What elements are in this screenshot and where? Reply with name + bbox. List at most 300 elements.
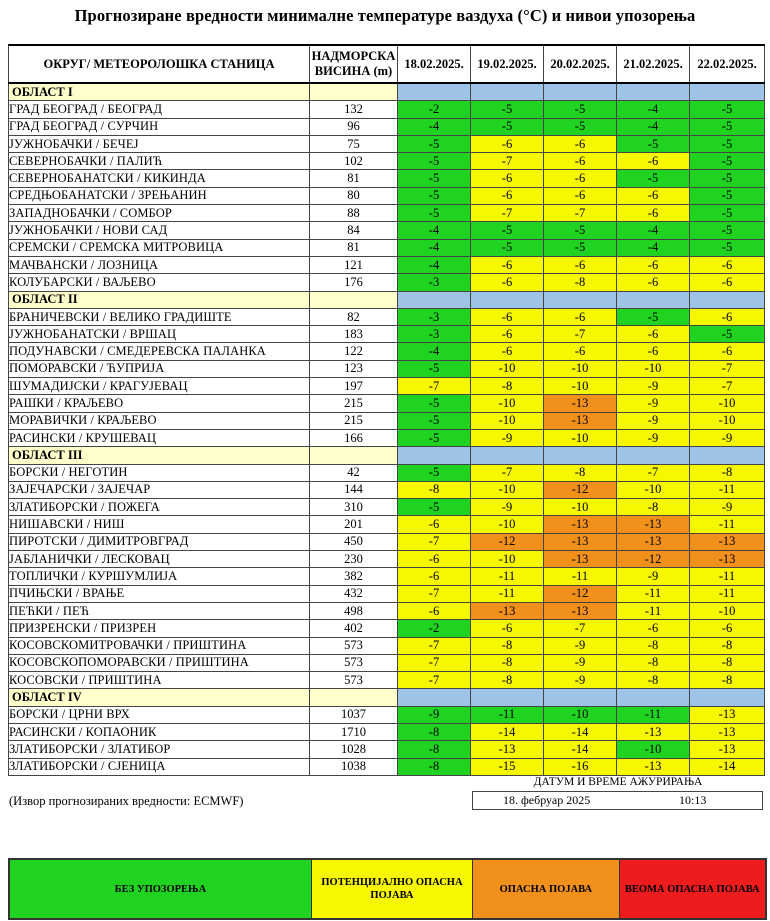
- table-row: [9, 239, 765, 256]
- temperature-cell: -9: [544, 654, 617, 671]
- temperature-cell: -6: [471, 274, 544, 291]
- temperature-cell: -3: [398, 326, 471, 343]
- temperature-cell: -13: [690, 533, 765, 550]
- region-date-cell: [690, 447, 765, 464]
- temperature-cell: -6: [544, 343, 617, 360]
- station-name: НИШАВСКИ / НИШ: [9, 516, 310, 533]
- temperature-cell: -5: [690, 135, 765, 152]
- temperature-cell: -6: [544, 187, 617, 204]
- station-altitude: 96: [310, 118, 398, 135]
- table-row: [9, 602, 765, 619]
- station-altitude: 573: [310, 654, 398, 671]
- station-altitude: 432: [310, 585, 398, 602]
- temperature-cell: -10: [471, 481, 544, 498]
- temperature-cell: -13: [690, 723, 765, 740]
- temperature-cell: -6: [471, 343, 544, 360]
- temperature-cell: -8: [398, 741, 471, 758]
- temperature-cell: -8: [690, 464, 765, 481]
- temperature-cell: -6: [471, 135, 544, 152]
- table-header-row: [9, 45, 765, 83]
- temperature-cell: -7: [544, 326, 617, 343]
- region-date-cell: [471, 689, 544, 706]
- header-date: 20.02.2025.: [544, 45, 617, 83]
- temperature-cell: -7: [398, 378, 471, 395]
- temperature-cell: -5: [398, 205, 471, 222]
- temperature-cell: -5: [471, 239, 544, 256]
- temperature-cell: -6: [690, 343, 765, 360]
- temperature-cell: -8: [398, 758, 471, 775]
- table-row: [9, 135, 765, 152]
- temperature-cell: -13: [471, 602, 544, 619]
- station-name: МАЧВАНСКИ / ЛОЗНИЦА: [9, 256, 310, 273]
- temperature-cell: -6: [471, 308, 544, 325]
- station-altitude: 84: [310, 222, 398, 239]
- temperature-cell: -8: [690, 637, 765, 654]
- table-row: [9, 326, 765, 343]
- temperature-cell: -5: [544, 222, 617, 239]
- temperature-cell: -10: [690, 602, 765, 619]
- station-altitude: 1028: [310, 741, 398, 758]
- temperature-cell: -13: [690, 551, 765, 568]
- station-altitude: 176: [310, 274, 398, 291]
- region-date-cell: [617, 689, 690, 706]
- temperature-cell: -10: [471, 360, 544, 377]
- header-station: ОКРУГ/ МЕТЕОРОЛОШКА СТАНИЦА: [9, 45, 310, 83]
- temperature-cell: -7: [471, 205, 544, 222]
- temperature-cell: -8: [398, 481, 471, 498]
- temperature-cell: -7: [544, 205, 617, 222]
- region-blank-cell: [310, 83, 398, 101]
- update-box: [472, 791, 763, 810]
- temperature-cell: -11: [471, 568, 544, 585]
- temperature-cell: -6: [471, 620, 544, 637]
- temperature-cell: -7: [471, 153, 544, 170]
- table-row: [9, 654, 765, 671]
- temperature-cell: -7: [398, 637, 471, 654]
- temperature-cell: -3: [398, 308, 471, 325]
- temperature-cell: -7: [398, 672, 471, 689]
- temperature-cell: -8: [398, 723, 471, 740]
- region-date-cell: [690, 689, 765, 706]
- region-label: ОБЛАСТ III: [9, 447, 310, 464]
- station-altitude: 201: [310, 516, 398, 533]
- temperature-cell: -7: [617, 464, 690, 481]
- temperature-cell: -13: [617, 723, 690, 740]
- warning-legend: [8, 858, 767, 920]
- station-altitude: 121: [310, 256, 398, 273]
- station-altitude: 183: [310, 326, 398, 343]
- region-date-cell: [544, 689, 617, 706]
- temperature-cell: -8: [617, 654, 690, 671]
- station-name: ЗЛАТИБОРСКИ / ЗЛАТИБОР: [9, 741, 310, 758]
- station-altitude: 82: [310, 308, 398, 325]
- region-blank-cell: [310, 689, 398, 706]
- station-name: ЗАЈЕЧАРСКИ / ЗАЈЕЧАР: [9, 481, 310, 498]
- region-date-cell: [398, 291, 471, 308]
- table-row: [9, 118, 765, 135]
- station-name: ЈУЖНОБАЧКИ / НОВИ САД: [9, 222, 310, 239]
- region-date-cell: [617, 291, 690, 308]
- temperature-cell: -2: [398, 620, 471, 637]
- temperature-cell: -6: [690, 308, 765, 325]
- temperature-cell: -13: [544, 533, 617, 550]
- station-name: ГРАД БЕОГРАД / БЕОГРАД: [9, 101, 310, 118]
- temperature-cell: -5: [690, 187, 765, 204]
- table-row: [9, 551, 765, 568]
- region-date-cell: [398, 689, 471, 706]
- temperature-cell: -6: [544, 256, 617, 273]
- legend-item-no-warning: БЕЗ УПОЗОРЕЊА: [10, 860, 312, 918]
- temperature-cell: -2: [398, 101, 471, 118]
- temperature-cell: -6: [398, 516, 471, 533]
- region-date-cell: [471, 291, 544, 308]
- temperature-cell: -10: [544, 378, 617, 395]
- temperature-cell: -12: [471, 533, 544, 550]
- table-row: [9, 256, 765, 273]
- temperature-cell: -3: [398, 274, 471, 291]
- table-row: [9, 274, 765, 291]
- temperature-cell: -5: [471, 118, 544, 135]
- temperature-cell: -6: [544, 170, 617, 187]
- page-title: Прогнозиране вредности минималне температуре ваздуха (°C) и нивои упозорења: [74, 6, 696, 25]
- temperature-cell: -5: [398, 153, 471, 170]
- temperature-cell: -5: [617, 135, 690, 152]
- temperature-cell: -6: [617, 620, 690, 637]
- temperature-cell: -5: [617, 308, 690, 325]
- temperature-cell: -11: [471, 585, 544, 602]
- temperature-cell: -14: [471, 723, 544, 740]
- table-row: [9, 499, 765, 516]
- region-date-cell: [544, 83, 617, 101]
- temperature-cell: -10: [617, 360, 690, 377]
- temperature-cell: -6: [544, 153, 617, 170]
- temperature-cell: -8: [690, 654, 765, 671]
- station-name: ПОДУНАВСКИ / СМЕДЕРЕВСКА ПАЛАНКА: [9, 343, 310, 360]
- temperature-cell: -5: [690, 101, 765, 118]
- temperature-cell: -10: [544, 360, 617, 377]
- temperature-cell: -5: [690, 118, 765, 135]
- temperature-cell: -6: [617, 256, 690, 273]
- station-name: СРЕМСКИ / СРЕМСКА МИТРОВИЦА: [9, 239, 310, 256]
- temperature-cell: -7: [544, 620, 617, 637]
- station-name: БОРСКИ / НЕГОТИН: [9, 464, 310, 481]
- region-date-cell: [690, 83, 765, 101]
- header-altitude: [310, 45, 398, 83]
- source-note: (Извор прогнозираних вредности: ECMWF): [9, 794, 244, 808]
- temperature-cell: -7: [398, 654, 471, 671]
- station-name: БОРСКИ / ЦРНИ ВРХ: [9, 706, 310, 723]
- station-altitude: 81: [310, 239, 398, 256]
- table-row: [9, 585, 765, 602]
- temperature-cell: -7: [690, 360, 765, 377]
- temperature-cell: -6: [544, 135, 617, 152]
- legend-item-very-dangerous: ВЕОМА ОПАСНА ПОЈАВА: [620, 860, 765, 918]
- temperature-cell: -6: [398, 551, 471, 568]
- temperature-cell: -13: [617, 533, 690, 550]
- station-name: ПРИЗРЕНСКИ / ПРИЗРЕН: [9, 620, 310, 637]
- temperature-cell: -12: [544, 481, 617, 498]
- table-row: [9, 170, 765, 187]
- station-altitude: 81: [310, 170, 398, 187]
- temperature-cell: -8: [471, 672, 544, 689]
- header-date: 22.02.2025.: [690, 45, 765, 83]
- station-altitude: 197: [310, 378, 398, 395]
- station-altitude: 122: [310, 343, 398, 360]
- table-row: [9, 533, 765, 550]
- station-altitude: 88: [310, 205, 398, 222]
- temperature-cell: -9: [398, 706, 471, 723]
- station-altitude: 144: [310, 481, 398, 498]
- region-date-cell: [544, 291, 617, 308]
- temperature-cell: -13: [544, 412, 617, 429]
- forecast-table: [8, 44, 765, 776]
- table-row: [9, 620, 765, 637]
- station-name: ЈУЖНОБАЧКИ / БЕЧЕЈ: [9, 135, 310, 152]
- station-altitude: 123: [310, 360, 398, 377]
- temperature-cell: -10: [471, 412, 544, 429]
- update-date: 18. фебруар 2025: [503, 793, 591, 807]
- temperature-cell: -14: [544, 741, 617, 758]
- temperature-cell: -5: [398, 170, 471, 187]
- table-row: [9, 429, 765, 446]
- temperature-cell: -10: [471, 516, 544, 533]
- station-name: РАСИНСКИ / КОПАОНИК: [9, 723, 310, 740]
- region-date-cell: [471, 83, 544, 101]
- temperature-cell: -4: [398, 222, 471, 239]
- temperature-cell: -6: [471, 326, 544, 343]
- temperature-cell: -10: [544, 499, 617, 516]
- region-row: [9, 689, 765, 706]
- temperature-cell: -9: [471, 499, 544, 516]
- table-row: [9, 378, 765, 395]
- station-name: БРАНИЧЕВСКИ / ВЕЛИКО ГРАДИШТЕ: [9, 308, 310, 325]
- temperature-cell: -9: [471, 429, 544, 446]
- region-row: [9, 83, 765, 101]
- header-date: 19.02.2025.: [471, 45, 544, 83]
- station-altitude: 573: [310, 672, 398, 689]
- station-altitude: 382: [310, 568, 398, 585]
- temperature-cell: -8: [471, 654, 544, 671]
- temperature-cell: -4: [617, 222, 690, 239]
- station-name: КОСОВСКИ / ПРИШТИНА: [9, 672, 310, 689]
- temperature-cell: -15: [471, 758, 544, 775]
- temperature-cell: -8: [617, 499, 690, 516]
- station-name: МОРАВИЧКИ / КРАЉЕВО: [9, 412, 310, 429]
- temperature-cell: -7: [690, 378, 765, 395]
- temperature-cell: -10: [617, 741, 690, 758]
- temperature-cell: -5: [617, 170, 690, 187]
- temperature-cell: -6: [471, 170, 544, 187]
- temperature-cell: -4: [398, 118, 471, 135]
- temperature-cell: -5: [398, 429, 471, 446]
- region-blank-cell: [310, 291, 398, 308]
- temperature-cell: -6: [544, 308, 617, 325]
- station-altitude: 310: [310, 499, 398, 516]
- station-name: ГРАД БЕОГРАД / СУРЧИН: [9, 118, 310, 135]
- table-body: [9, 83, 765, 775]
- temperature-cell: -13: [617, 516, 690, 533]
- station-altitude: 402: [310, 620, 398, 637]
- temperature-cell: -13: [544, 395, 617, 412]
- temperature-cell: -8: [471, 637, 544, 654]
- temperature-cell: -11: [617, 602, 690, 619]
- temperature-cell: -6: [471, 256, 544, 273]
- temperature-cell: -16: [544, 758, 617, 775]
- temperature-cell: -6: [617, 326, 690, 343]
- region-label: ОБЛАСТ IV: [9, 689, 310, 706]
- temperature-cell: -8: [617, 637, 690, 654]
- temperature-cell: -13: [617, 758, 690, 775]
- temperature-cell: -13: [544, 602, 617, 619]
- table-row: [9, 395, 765, 412]
- temperature-cell: -10: [544, 706, 617, 723]
- temperature-cell: -9: [617, 412, 690, 429]
- temperature-cell: -5: [544, 118, 617, 135]
- update-label: ДАТУМ И ВРЕМЕ АЖУРИРАЊА: [533, 776, 703, 788]
- station-altitude: 80: [310, 187, 398, 204]
- temperature-cell: -13: [544, 516, 617, 533]
- station-name: ЗЛАТИБОРСКИ / СЈЕНИЦА: [9, 758, 310, 775]
- temperature-cell: -11: [690, 585, 765, 602]
- temperature-cell: -9: [617, 568, 690, 585]
- region-row: [9, 447, 765, 464]
- temperature-cell: -5: [398, 135, 471, 152]
- station-altitude: 450: [310, 533, 398, 550]
- table-row: [9, 222, 765, 239]
- temperature-cell: -8: [617, 672, 690, 689]
- temperature-cell: -10: [471, 395, 544, 412]
- temperature-cell: -6: [690, 620, 765, 637]
- temperature-cell: -12: [544, 585, 617, 602]
- station-name: ЈУЖНОБАНАТСКИ / ВРШАЦ: [9, 326, 310, 343]
- temperature-cell: -4: [398, 239, 471, 256]
- temperature-cell: -6: [617, 274, 690, 291]
- update-time: 10:13: [679, 793, 707, 807]
- temperature-cell: -13: [690, 706, 765, 723]
- station-altitude: 132: [310, 101, 398, 118]
- temperature-cell: -9: [544, 637, 617, 654]
- table-row: [9, 412, 765, 429]
- temperature-cell: -11: [690, 481, 765, 498]
- temperature-cell: -5: [398, 499, 471, 516]
- station-name: ПЧИЊСКИ / ВРАЊЕ: [9, 585, 310, 602]
- temperature-cell: -5: [398, 412, 471, 429]
- temperature-cell: -9: [544, 672, 617, 689]
- station-name: СЕВЕРНОБАНАТСКИ / КИКИНДА: [9, 170, 310, 187]
- temperature-cell: -11: [690, 568, 765, 585]
- temperature-cell: -10: [617, 481, 690, 498]
- temperature-cell: -5: [690, 326, 765, 343]
- temperature-cell: -10: [690, 412, 765, 429]
- legend-item-potentially-dangerous: ПОТЕНЦИЈАЛНО ОПАСНА ПОЈАВА: [312, 860, 473, 918]
- station-name: ПОМОРАВСКИ / ЋУПРИЈА: [9, 360, 310, 377]
- temperature-cell: -6: [398, 568, 471, 585]
- station-altitude: 75: [310, 135, 398, 152]
- station-name: ЈАБЛАНИЧКИ / ЛЕСКОВАЦ: [9, 551, 310, 568]
- temperature-cell: -6: [617, 153, 690, 170]
- temperature-cell: -10: [690, 395, 765, 412]
- table-row: [9, 758, 765, 775]
- temperature-cell: -11: [617, 585, 690, 602]
- station-altitude: 498: [310, 602, 398, 619]
- temperature-cell: -5: [398, 395, 471, 412]
- header-altitude-line1: НАДМОРСКА: [311, 49, 396, 63]
- temperature-cell: -6: [617, 187, 690, 204]
- table-row: [9, 741, 765, 758]
- temperature-cell: -14: [690, 758, 765, 775]
- temperature-cell: -11: [690, 516, 765, 533]
- station-altitude: 573: [310, 637, 398, 654]
- header-date: 18.02.2025.: [398, 45, 471, 83]
- region-date-cell: [617, 83, 690, 101]
- station-name: КОСОВСКОПОМОРАВСКИ / ПРИШТИНА: [9, 654, 310, 671]
- temperature-cell: -10: [544, 429, 617, 446]
- temperature-cell: -5: [690, 170, 765, 187]
- temperature-cell: -7: [398, 585, 471, 602]
- station-name: ЗАПАДНОБАЧКИ / СОМБОР: [9, 205, 310, 222]
- temperature-cell: -14: [544, 723, 617, 740]
- station-altitude: 1037: [310, 706, 398, 723]
- table-row: [9, 481, 765, 498]
- region-row: [9, 291, 765, 308]
- temperature-cell: -7: [471, 464, 544, 481]
- temperature-cell: -4: [617, 118, 690, 135]
- temperature-cell: -5: [690, 222, 765, 239]
- temperature-cell: -9: [617, 378, 690, 395]
- temperature-cell: -5: [398, 187, 471, 204]
- station-name: ШУМАДИЈСКИ / КРАГУЈЕВАЦ: [9, 378, 310, 395]
- temperature-cell: -10: [471, 551, 544, 568]
- station-name: РАШКИ / КРАЉЕВО: [9, 395, 310, 412]
- temperature-cell: -11: [471, 706, 544, 723]
- station-altitude: 166: [310, 429, 398, 446]
- station-altitude: 215: [310, 395, 398, 412]
- region-label: ОБЛАСТ I: [9, 83, 310, 101]
- temperature-cell: -4: [617, 101, 690, 118]
- temperature-cell: -13: [690, 741, 765, 758]
- table-row: [9, 360, 765, 377]
- temperature-cell: -6: [690, 274, 765, 291]
- table-row: [9, 637, 765, 654]
- station-altitude: 42: [310, 464, 398, 481]
- temperature-cell: -8: [471, 378, 544, 395]
- temperature-cell: -13: [471, 741, 544, 758]
- table-row: [9, 153, 765, 170]
- region-date-cell: [690, 291, 765, 308]
- region-date-cell: [471, 447, 544, 464]
- legend-item-dangerous: ОПАСНА ПОЈАВА: [473, 860, 619, 918]
- header-altitude-line2: ВИСИНА (m): [314, 64, 393, 78]
- station-altitude: 230: [310, 551, 398, 568]
- temperature-cell: -6: [398, 602, 471, 619]
- table-row: [9, 343, 765, 360]
- table-row: [9, 672, 765, 689]
- temperature-cell: -5: [544, 101, 617, 118]
- temperature-cell: -12: [617, 551, 690, 568]
- temperature-cell: -8: [690, 672, 765, 689]
- table-row: [9, 706, 765, 723]
- table-row: [9, 568, 765, 585]
- temperature-cell: -5: [471, 222, 544, 239]
- temperature-cell: -11: [544, 568, 617, 585]
- region-label: ОБЛАСТ II: [9, 291, 310, 308]
- station-name: КОСОВСКОМИТРОВАЧКИ / ПРИШТИНА: [9, 637, 310, 654]
- station-name: РАСИНСКИ / КРУШЕВАЦ: [9, 429, 310, 446]
- station-altitude: 1710: [310, 723, 398, 740]
- station-name: ПИРОТСКИ / ДИМИТРОВГРАД: [9, 533, 310, 550]
- temperature-cell: -5: [690, 205, 765, 222]
- table-row: [9, 205, 765, 222]
